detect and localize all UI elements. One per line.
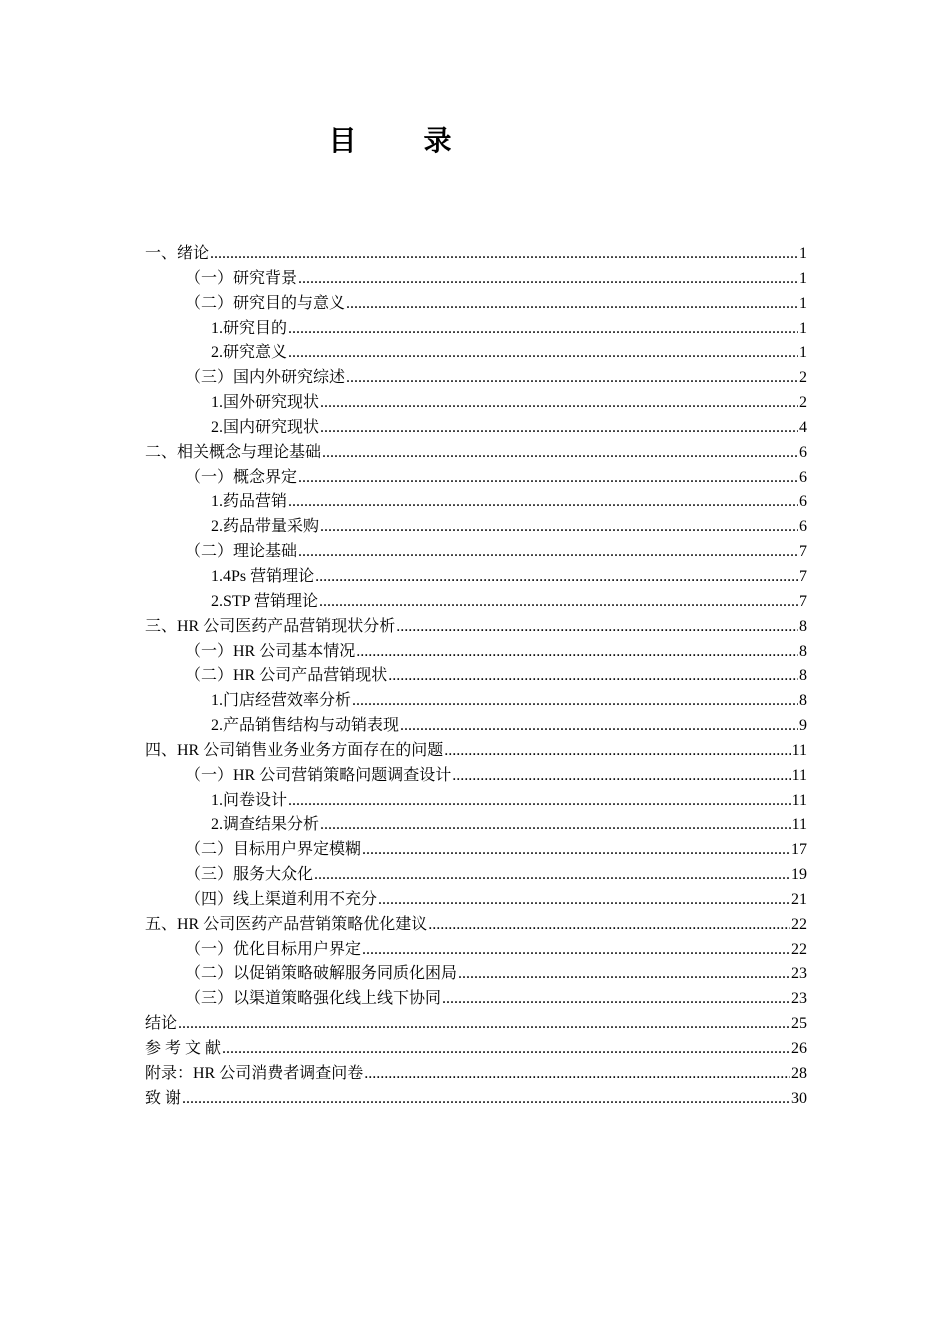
toc-leader-dots [452, 764, 790, 789]
toc-entry[interactable] [145, 938, 807, 963]
toc-leader-dots [315, 565, 798, 590]
toc-leader-dots [210, 242, 798, 267]
toc-entry-text: 一、绪论 [145, 245, 210, 262]
toc-entry-text: 1.研究目的 [211, 319, 288, 337]
toc-entry-text: 2.药品带量采购 [211, 518, 320, 536]
toc-entry[interactable] [145, 1037, 807, 1062]
toc-leader-dots [288, 490, 798, 515]
toc-entry-text: （一）优化目标用户界定 [185, 940, 362, 958]
toc-entry[interactable] [145, 789, 807, 814]
toc-page-number: 2 [799, 394, 807, 412]
toc-page-number: 8 [799, 642, 807, 660]
toc-leader-dots [298, 267, 798, 292]
toc-entry[interactable] [145, 267, 807, 292]
toc-leader-dots [346, 292, 798, 317]
toc-entry[interactable] [145, 292, 807, 317]
toc-entry[interactable] [145, 366, 807, 391]
toc-entry[interactable] [145, 1012, 807, 1037]
toc-leader-dots [400, 714, 798, 739]
toc-page-number: 7 [799, 567, 807, 585]
toc-entry-text: 1.4Ps 营销理论 [211, 567, 315, 585]
toc-entry-text: 2.国内研究现状 [211, 418, 320, 436]
toc-title: 目 录 [328, 126, 482, 157]
toc-entry-text: （三）服务大众化 [185, 866, 314, 884]
toc-leader-dots [288, 317, 798, 342]
toc-entry-text: 2.STP 营销理论 [211, 592, 318, 610]
toc-page-number: 6 [799, 493, 807, 511]
toc-entry[interactable] [145, 341, 807, 366]
table-of-contents [145, 242, 807, 1112]
toc-page-number: 1 [799, 245, 807, 262]
toc-entry[interactable] [145, 466, 807, 491]
toc-page-number: 23 [791, 965, 807, 983]
toc-entry-text: 二、相关概念与理论基础 [145, 443, 322, 461]
toc-entry[interactable] [145, 441, 807, 466]
toc-entry-text: 结论 [145, 1015, 178, 1033]
toc-entry-text: 致 谢 [145, 1089, 182, 1107]
toc-entry[interactable] [145, 615, 807, 640]
toc-page-number: 28 [791, 1064, 807, 1082]
toc-entry[interactable] [145, 540, 807, 565]
toc-page-number: 30 [791, 1089, 807, 1107]
toc-entry-text: 1.药品营销 [211, 493, 288, 511]
toc-page-number: 19 [791, 866, 807, 884]
toc-entry[interactable] [145, 714, 807, 739]
toc-entry[interactable] [145, 391, 807, 416]
toc-leader-dots [322, 441, 798, 466]
toc-page-number: 6 [799, 443, 807, 461]
toc-entry-text: 三、HR 公司医药产品营销现状分析 [145, 617, 396, 635]
toc-leader-dots [319, 590, 798, 615]
toc-entry-text: 五、HR 公司医药产品营销策略优化建议 [145, 915, 428, 933]
toc-entry-text: 1.问卷设计 [211, 791, 288, 809]
toc-leader-dots [298, 466, 798, 491]
toc-leader-dots [362, 838, 790, 863]
toc-leader-dots [362, 938, 790, 963]
toc-leader-dots [458, 962, 790, 987]
toc-entry[interactable] [145, 242, 807, 267]
toc-page-number: 11 [791, 816, 807, 834]
toc-entry[interactable] [145, 739, 807, 764]
toc-page-number: 7 [799, 543, 807, 561]
toc-leader-dots [320, 515, 798, 540]
toc-entry-text: 1.国外研究现状 [211, 394, 320, 412]
toc-page-number: 23 [791, 990, 807, 1008]
toc-page-number: 26 [791, 1040, 807, 1057]
toc-entry-text: （二）目标用户界定模糊 [185, 841, 362, 859]
toc-entry[interactable] [145, 888, 807, 913]
toc-leader-dots [182, 1087, 790, 1112]
toc-entry-text: （二）HR 公司产品营销现状 [185, 667, 388, 685]
toc-leader-dots [396, 615, 798, 640]
toc-entry-text: （一）概念界定 [185, 468, 298, 486]
toc-leader-dots [298, 540, 798, 565]
toc-entry[interactable] [145, 317, 807, 342]
toc-entry-text: （一）HR 公司营销策略问题调查设计 [185, 766, 452, 784]
toc-entry[interactable] [145, 640, 807, 665]
toc-entry-text: 2.研究意义 [211, 344, 288, 362]
toc-page-number: 25 [791, 1015, 807, 1033]
toc-leader-dots [444, 739, 790, 764]
toc-entry-text: 2.调查结果分析 [211, 816, 320, 834]
toc-entry-text: （二）理论基础 [185, 543, 298, 561]
toc-entry[interactable] [145, 1062, 807, 1087]
toc-page-number: 8 [799, 617, 807, 635]
toc-leader-dots [346, 366, 798, 391]
toc-leader-dots [320, 416, 798, 441]
toc-entry[interactable] [145, 863, 807, 888]
toc-page-number: 1 [799, 319, 807, 337]
toc-page-number: 6 [799, 468, 807, 486]
toc-entry[interactable] [145, 962, 807, 987]
toc-page-number: 2 [799, 369, 807, 387]
toc-leader-dots [320, 391, 798, 416]
toc-leader-dots [364, 1062, 790, 1087]
toc-leader-dots [178, 1012, 790, 1037]
toc-page-number: 8 [799, 692, 807, 710]
toc-page-number: 22 [791, 940, 807, 958]
toc-page-number: 11 [791, 766, 807, 784]
toc-page-number: 1 [799, 344, 807, 362]
toc-entry[interactable] [145, 490, 807, 515]
toc-page-number: 9 [799, 717, 807, 735]
toc-leader-dots [288, 789, 791, 814]
toc-page-number: 11 [791, 791, 807, 809]
toc-entry[interactable] [145, 416, 807, 441]
toc-entry[interactable] [145, 515, 807, 540]
toc-page-number: 4 [799, 418, 807, 436]
toc-entry-text: 参 考 文 献 [145, 1040, 222, 1057]
toc-leader-dots [428, 913, 790, 938]
toc-leader-dots [352, 689, 798, 714]
toc-entry-text: （二）研究目的与意义 [185, 294, 346, 312]
toc-leader-dots [288, 341, 798, 366]
toc-entry[interactable] [145, 913, 807, 938]
toc-entry-text: （一）研究背景 [185, 269, 298, 287]
toc-entry-text: （一）HR 公司基本情况 [185, 642, 356, 660]
toc-entry[interactable] [145, 838, 807, 863]
toc-entry-text: （二）以促销策略破解服务同质化困局 [185, 965, 458, 983]
toc-leader-dots [356, 640, 798, 665]
toc-page-number: 8 [799, 667, 807, 685]
toc-entry[interactable] [145, 590, 807, 615]
toc-leader-dots [378, 888, 790, 913]
toc-page-number: 1 [799, 269, 807, 287]
toc-entry[interactable] [145, 565, 807, 590]
toc-entry[interactable] [145, 987, 807, 1012]
toc-entry[interactable] [145, 689, 807, 714]
toc-entry-text: 2.产品销售结构与动销表现 [211, 717, 400, 735]
toc-leader-dots [320, 813, 791, 838]
toc-leader-dots [388, 664, 798, 689]
toc-entry-text: （四）线上渠道利用不充分 [185, 890, 378, 908]
toc-entry[interactable] [145, 1087, 807, 1112]
toc-entry-text: 四、HR 公司销售业务业务方面存在的问题 [145, 741, 444, 759]
toc-entry-text: 1.门店经营效率分析 [211, 692, 352, 710]
toc-page-number: 11 [791, 741, 807, 759]
toc-entry[interactable] [145, 664, 807, 689]
toc-page-number: 7 [799, 592, 807, 610]
toc-entry[interactable] [145, 764, 807, 789]
toc-page-number: 6 [799, 518, 807, 536]
toc-page-number: 21 [791, 890, 807, 908]
toc-entry-text: 附录：HR 公司消费者调查问卷 [145, 1064, 364, 1082]
toc-page-number: 17 [791, 841, 807, 859]
toc-entry-text: （三）以渠道策略强化线上线下协同 [185, 990, 442, 1008]
toc-page-number: 22 [791, 915, 807, 933]
toc-leader-dots [222, 1037, 790, 1062]
toc-leader-dots [314, 863, 790, 888]
toc-leader-dots [442, 987, 790, 1012]
toc-entry[interactable] [145, 813, 807, 838]
toc-page-number: 1 [799, 294, 807, 312]
toc-entry-text: （三）国内外研究综述 [185, 369, 346, 387]
